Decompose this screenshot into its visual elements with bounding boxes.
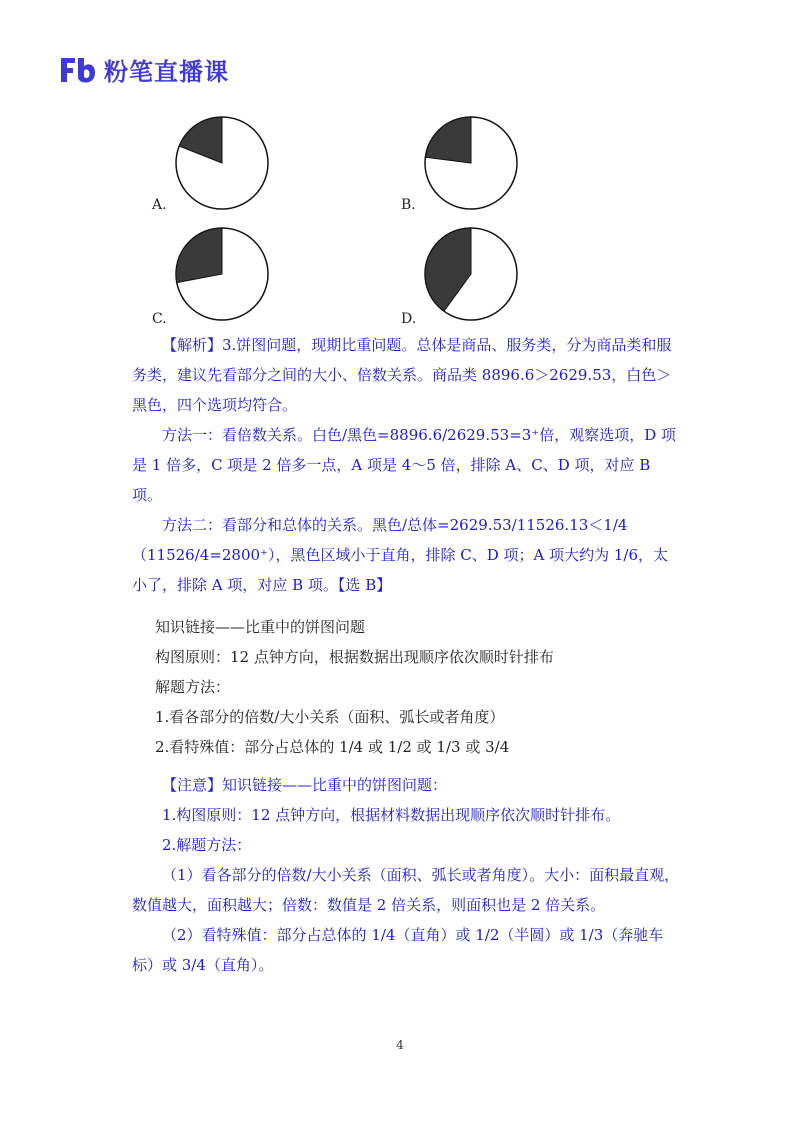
knowledge-line-4: 1.看各部分的倍数/大小关系（面积、弧长或者角度） <box>155 708 505 726</box>
knowledge-line-2: 构图原则：12 点钟方向，根据数据出现顺序依次顺时针排布 <box>155 648 554 666</box>
option-label-d: D. <box>401 311 417 327</box>
pie-options <box>0 0 800 340</box>
pie-chart-b <box>425 117 517 209</box>
pie-black-slice <box>176 228 222 283</box>
knowledge-section <box>155 612 680 762</box>
option-label-a: A. <box>152 197 167 213</box>
analysis-section <box>132 330 680 600</box>
note-line-5: （2）看特殊值：部分占总体的 1/4（直角）或 1/2（半圆）或 1/3（奔驰车标）或 3/4（直角）。 <box>132 926 664 974</box>
knowledge-line-1: 知识链接——比重中的饼图问题 <box>155 618 366 636</box>
analysis-paragraph-2: 方法一：看倍数关系。白色/黑色=8896.6/2629.53=3⁺倍，观察选项，D 项是 1 倍多，C 项是 2 倍多一点，A 项是 4～5 倍，排除 A、C、D 项，对应 B 项。 <box>132 426 677 504</box>
note-line-4: （1）看各部分的倍数/大小关系（面积、弧长或者角度）。大小：面积最直观，数值越大，面积越大；倍数：数值是 2 倍关系，则面积也是 2 倍关系。 <box>132 866 680 914</box>
note-line-1: 【注意】知识链接——比重中的饼图问题： <box>162 776 448 794</box>
pie-chart-a <box>176 117 268 209</box>
analysis-paragraph-1: 【解析】3.饼图问题，现期比重问题。总体是商品、服务类，分为商品类和服务类，建议先看部分之间的大小、倍数关系。商品类 8896.6＞2629.53，白色＞黑色，四个选项均符合。 <box>132 336 672 414</box>
knowledge-line-3: 解题方法： <box>155 678 231 696</box>
brand-name: 粉笔直播课 <box>104 58 229 86</box>
option-label-b: B. <box>401 197 416 213</box>
note-line-2: 1.构图原则：12 点钟方向，根据材料数据出现顺序依次顺时针排布。 <box>162 806 621 824</box>
pie-black-slice <box>425 117 471 163</box>
option-label-c: C. <box>152 311 167 327</box>
analysis-paragraph-3: 方法二：看部分和总体的关系。黑色/总体=2629.53/11526.13＜1/4（11526/4=2800⁺），黑色区域小于直角，排除 C、D 项；A 项大约为 1/6，太小了，排除 A 项，对应 B 项。【选 B】 <box>132 516 669 594</box>
page-number: 4 <box>396 1038 404 1052</box>
note-line-3: 2.解题方法： <box>162 836 252 854</box>
knowledge-line-5: 2.看特殊值：部分占总体的 1/4 或 1/2 或 1/3 或 3/4 <box>155 738 510 756</box>
pie-chart-d <box>425 228 517 320</box>
note-section <box>132 770 680 980</box>
pie-chart-c <box>176 228 268 320</box>
